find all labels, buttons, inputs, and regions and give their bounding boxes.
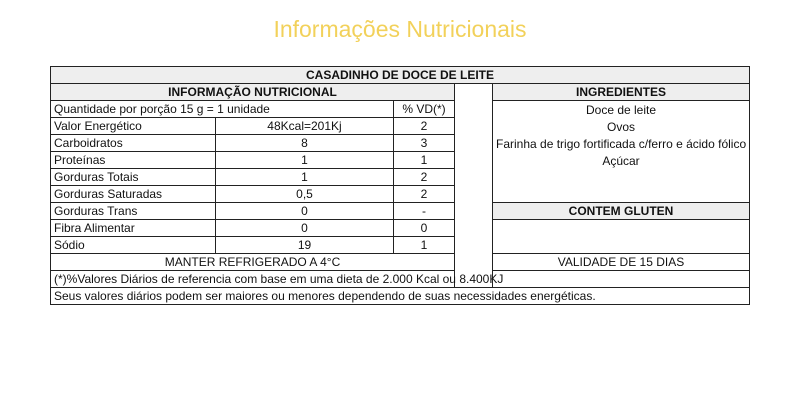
nutrient-amount: 0: [216, 220, 394, 237]
table-row: [51, 203, 750, 220]
portion-row: [51, 101, 750, 118]
storage-row: [51, 254, 750, 271]
nutrient-name: Fibra Alimentar: [51, 220, 216, 237]
nutrient-amount: 48Kcal=201Kj: [216, 118, 394, 135]
nutrient-name: Gorduras Trans: [51, 203, 216, 220]
nutrient-name: Gorduras Totais: [51, 169, 216, 186]
footnote-row: [51, 271, 750, 288]
nutrient-name: Sódio: [51, 237, 216, 254]
footnote-row: [51, 288, 750, 305]
ingredient-item: Ovos: [607, 120, 636, 134]
section-header-row: [51, 84, 750, 101]
nutrient-name: Valor Energético: [51, 118, 216, 135]
nutrient-amount: 1: [216, 152, 394, 169]
gluten-empty-cell: [493, 220, 750, 254]
nutrient-vd: 1: [394, 152, 455, 169]
storage-note: MANTER REFRIGERADO A 4°C: [51, 254, 455, 271]
ingredients-list: [493, 101, 750, 203]
ingredients-header: INGREDIENTES: [493, 84, 750, 101]
portion-label: Quantidade por porção 15 g = 1 unidade: [51, 101, 394, 118]
footnote-daily-values: (*)%Valores Diários de referencia com base em uma dieta de 2.000 Kcal ou 8.400KJ: [51, 271, 750, 288]
nutrient-name: Gorduras Saturadas: [51, 186, 216, 203]
nutrient-name: Proteínas: [51, 152, 216, 169]
nutrition-header: INFORMAÇÃO NUTRICIONAL: [51, 84, 455, 101]
ingredient-item: Açúcar: [602, 154, 640, 168]
nutrient-amount: 0,5: [216, 186, 394, 203]
nutrient-amount: 1: [216, 169, 394, 186]
nutrient-vd: 2: [394, 186, 455, 203]
validity-note: VALIDADE DE 15 DIAS: [493, 254, 750, 271]
nutrition-table: [50, 66, 750, 305]
gluten-label: CONTEM GLUTEN: [493, 203, 750, 220]
nutrient-vd: -: [394, 203, 455, 220]
nutrient-vd: 1: [394, 237, 455, 254]
nutrient-vd: 2: [394, 169, 455, 186]
table-row: [51, 220, 750, 237]
footnote-disclaimer: Seus valores diários podem ser maiores ou menores dependendo de suas necessidades energéticas.: [51, 288, 750, 305]
nutrient-vd: 3: [394, 135, 455, 152]
product-title-row: [51, 67, 750, 84]
nutrient-vd: 2: [394, 118, 455, 135]
nutrient-name: Carboidratos: [51, 135, 216, 152]
nutrient-vd: 0: [394, 220, 455, 237]
nutrient-amount: 8: [216, 135, 394, 152]
vd-header: % VD(*): [394, 101, 455, 118]
ingredient-item: Doce de leite: [585, 103, 657, 117]
product-title: CASADINHO DE DOCE DE LEITE: [51, 67, 750, 84]
column-gap: [455, 84, 493, 288]
nutrient-amount: 19: [216, 237, 394, 254]
page-title: Informações Nutricionais: [273, 16, 527, 42]
ingredient-item: Farinha de trigo fortificada c/ferro e ácido fólico: [496, 137, 747, 151]
nutrient-amount: 0: [216, 203, 394, 220]
